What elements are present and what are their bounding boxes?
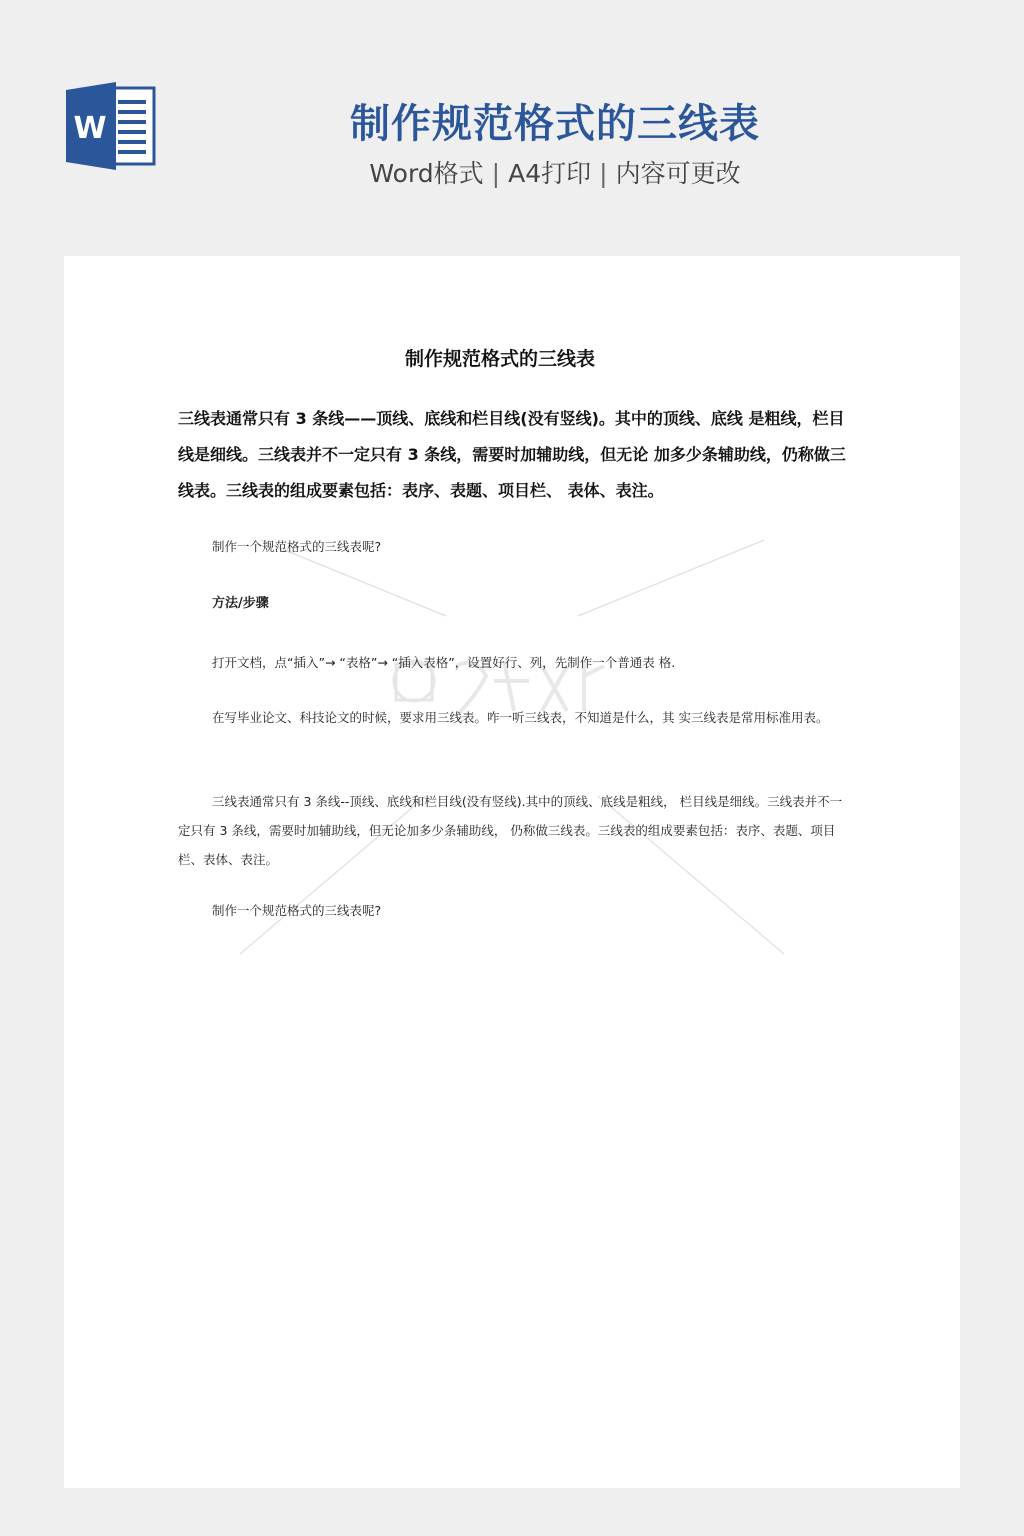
word-document-icon <box>64 82 156 170</box>
paragraph: 打开文档，点“插入”→ “表格”→ “插入表格”，设置好行、列，先制作一个普通表 格. <box>212 655 676 670</box>
paragraph: 制作一个规范格式的三线表呢? <box>212 903 382 918</box>
page-subtitle <box>300 154 810 190</box>
subtitle-format: Word格式 <box>369 159 484 188</box>
subtitle-print: A4打印 <box>508 159 592 188</box>
subtitle-separator: | <box>491 159 501 188</box>
subtitle-editable: 内容可更改 <box>615 159 741 188</box>
document-page <box>64 256 960 1488</box>
paragraph: 在写毕业论文、科技论文的时候，要求用三线表。咋一听三线表，不知道是什么，其 实三线表是常用标准用表。 <box>212 710 829 725</box>
page-title: 制作规范格式的三线表 <box>350 101 760 147</box>
paragraph: 三线表通常只有 3 条线--顶线、底线和栏目线(没有竖线).其中的顶线、底线是粗线， 栏目线是细线。三线表并不一定只有 3 条线，需要时加辅助线，但无论加多少条辅助线， 仍称做三线表。三线表的组成要素包括：表序、表题、项目栏、表体、表注。 <box>178 794 843 867</box>
document-title: 制作规范格式的三线表 <box>404 348 595 370</box>
subtitle-separator: | <box>599 159 608 188</box>
section-heading: 方法/步骤 <box>212 596 269 611</box>
intro-paragraph: 三线表通常只有 3 条线——顶线、底线和栏目线(没有竖线)。其中的顶线、底线 是粗线，栏目线是细线。三线表并不一定只有 3 条线，需要时加辅助线，但无论 加多少条辅助线，仍称做三线表。三线表的组成要素包括：表序、表题、项目栏、 表体、表注。 <box>178 409 846 500</box>
paragraph: 制作一个规范格式的三线表呢? <box>212 539 382 554</box>
logo-letter: W <box>73 111 107 146</box>
